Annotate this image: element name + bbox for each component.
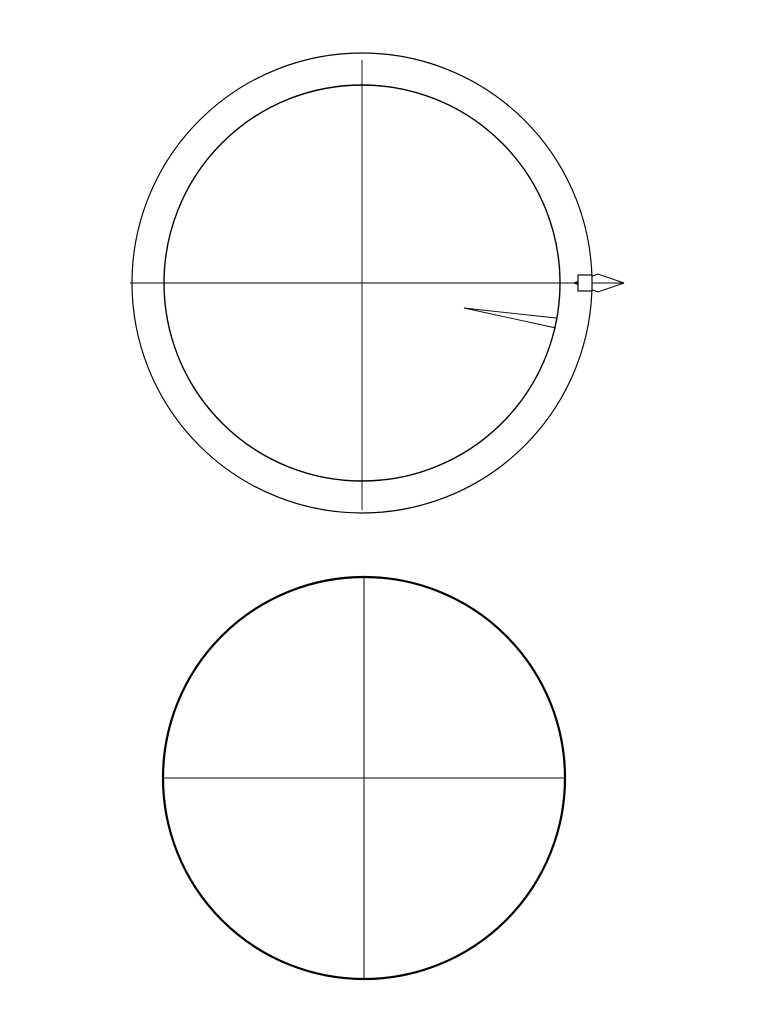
solar-chart: [0, 0, 624, 513]
magnetic-north-indicator: [464, 308, 556, 328]
north-arrow-icon: [574, 274, 624, 292]
spherical-protractor: [163, 577, 565, 979]
